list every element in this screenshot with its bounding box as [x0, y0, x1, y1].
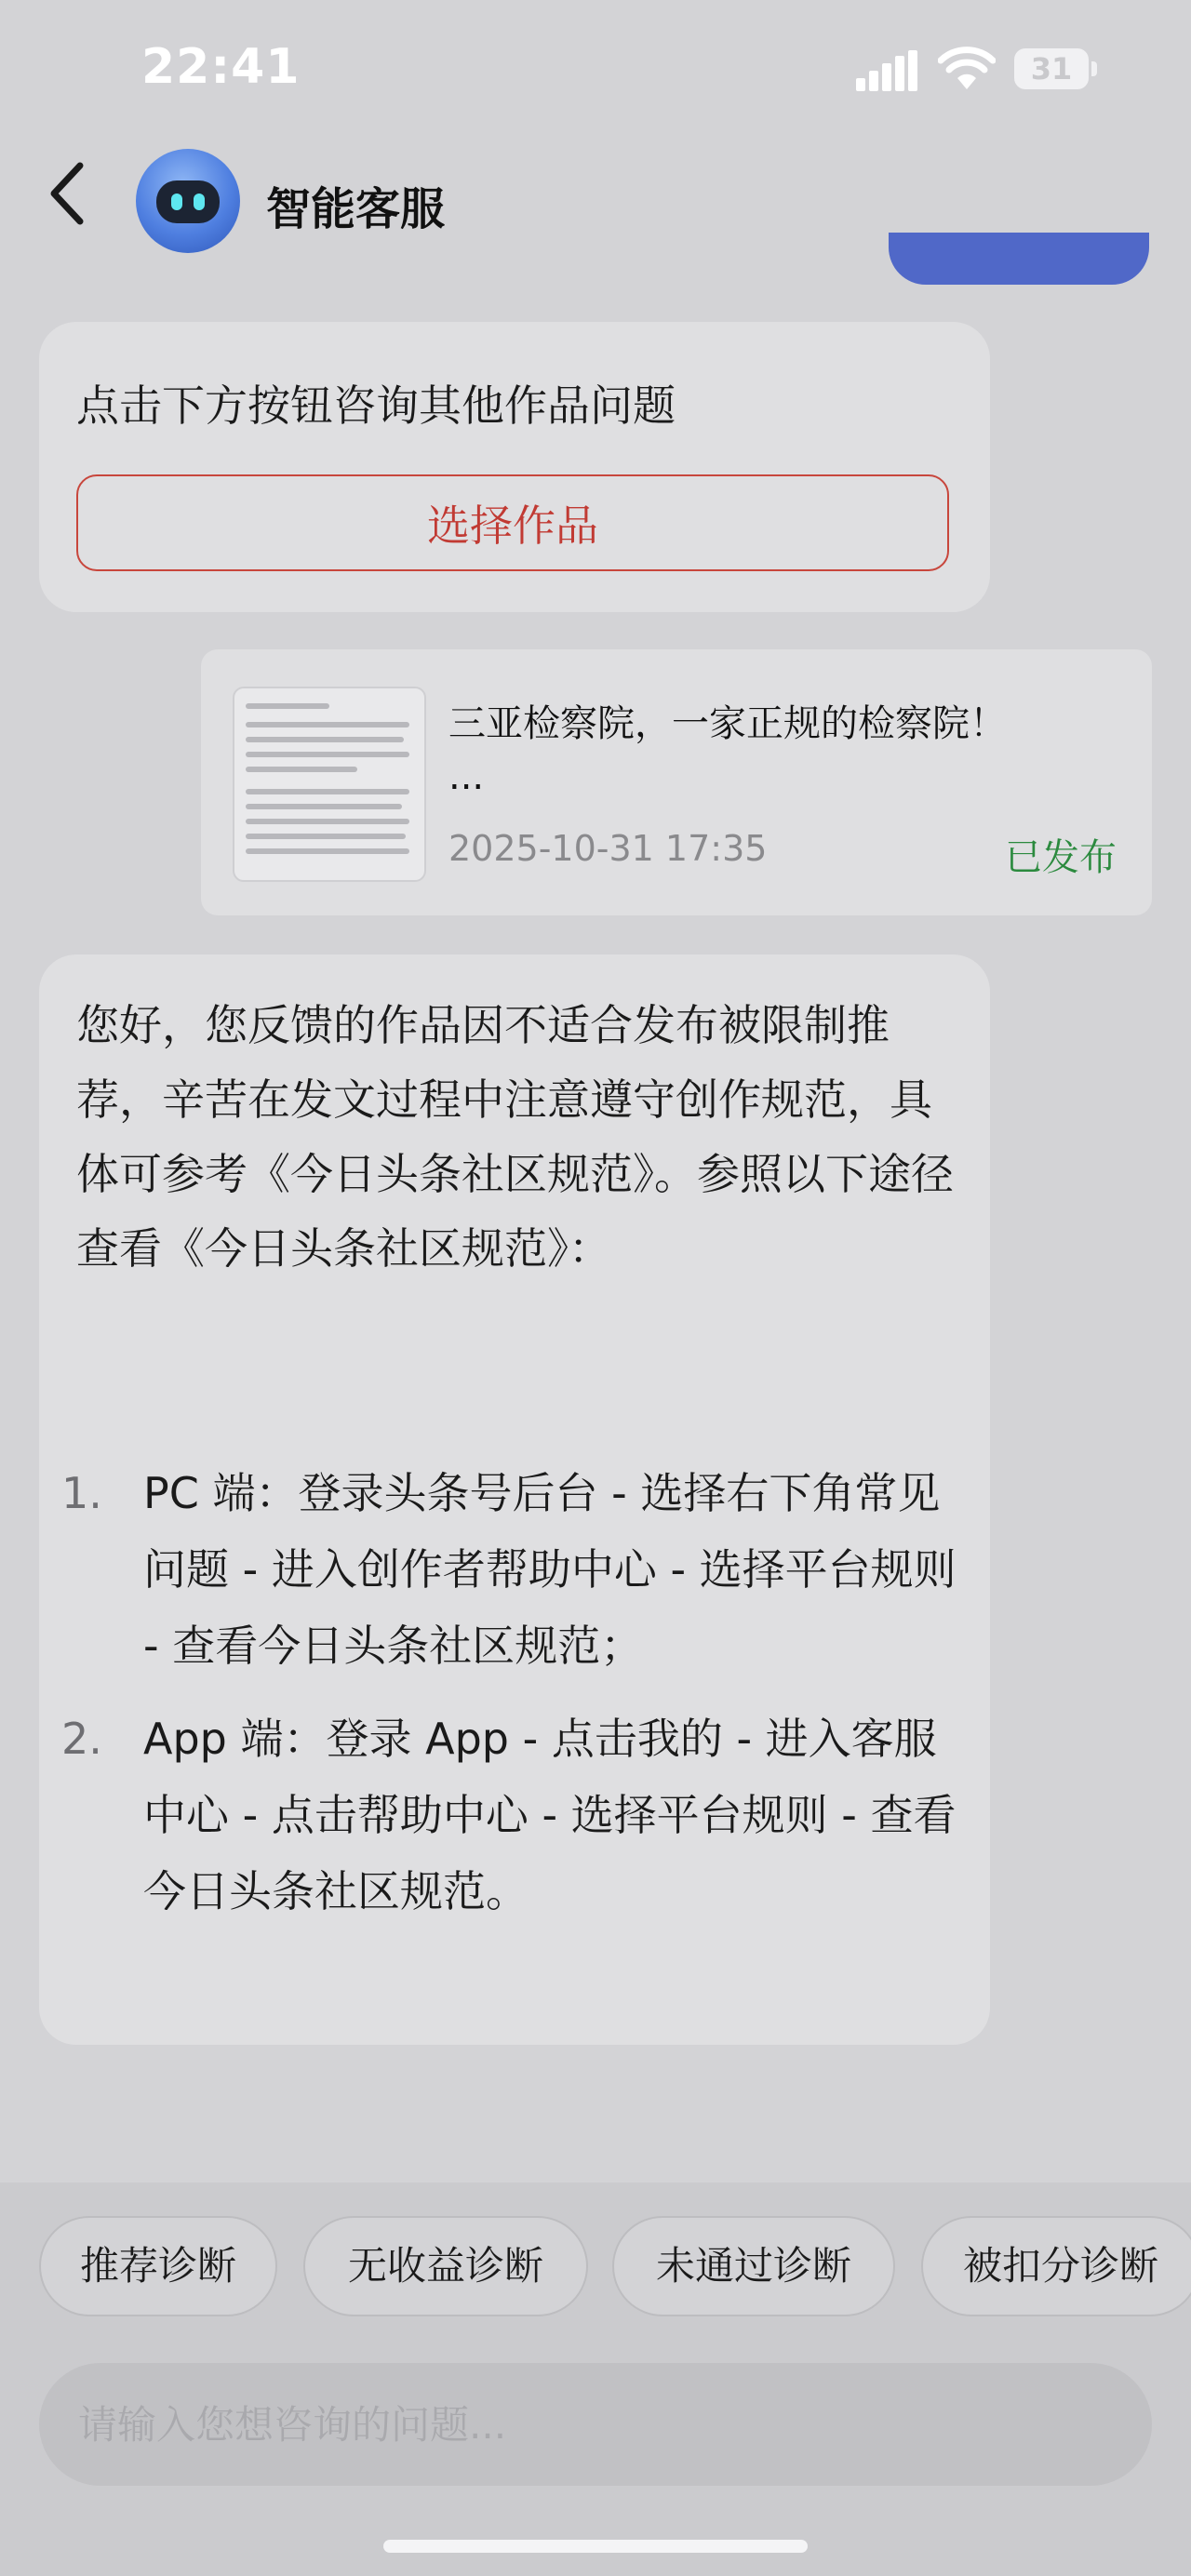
- article-thumbnail: [233, 687, 426, 882]
- quick-action-not-approved-diagnosis[interactable]: 未通过诊断: [612, 2216, 895, 2316]
- quick-action-recommend-diagnosis[interactable]: 推荐诊断: [39, 2216, 277, 2316]
- article-date: 2025-10-31 17:35: [448, 828, 768, 869]
- bot-avatar: [136, 149, 240, 253]
- article-status-badge: 已发布: [1005, 836, 1117, 879]
- consult-prompt: 点击下方按钮咨询其他作品问题: [76, 380, 676, 431]
- list-item-text: PC 端：登录头条号后台 - 选择右下角常见问题 - 进入创作者帮助中心 - 选择平台规则 - 查看今日头条社区规范；: [143, 1468, 957, 1671]
- cellular-signal-icon: [856, 50, 919, 91]
- list-item-number: 1.: [61, 1468, 102, 1518]
- reply-steps-list: [61, 1455, 964, 1946]
- user-message-bubble: [889, 233, 1149, 285]
- article-title-ellipsis: ...: [448, 755, 485, 798]
- select-work-button[interactable]: 选择作品: [76, 474, 949, 571]
- list-item-number: 2.: [61, 1714, 102, 1764]
- quick-action-points-deducted-diagnosis[interactable]: 被扣分诊断: [921, 2216, 1191, 2316]
- quick-action-no-revenue-diagnosis[interactable]: 无收益诊断: [303, 2216, 588, 2316]
- back-arrow-icon[interactable]: [47, 160, 87, 227]
- status-time: 22:41: [141, 39, 301, 95]
- battery-icon: [1014, 48, 1098, 89]
- page-title: 智能客服: [266, 183, 446, 235]
- wifi-icon: [938, 47, 996, 91]
- article-title: 三亚检察院，一家正规的检察院！: [448, 702, 1007, 745]
- reply-intro: 您好，您反馈的作品因不适合发布被限制推荐，辛苦在发文过程中注意遵守创作规范，具体可参考《今日头条社区规范》。参照以下途径查看《今日头条社区规范》：: [76, 1000, 954, 1274]
- list-item: [61, 1701, 964, 1929]
- battery-level: 31: [1030, 51, 1073, 87]
- list-item-text: App 端：登录 App - 点击我的 - 进入客服中心 - 点击帮助中心 - 选择平台规则 - 查看今日头条社区规范。: [143, 1714, 957, 1916]
- home-indicator[interactable]: [383, 2540, 808, 2553]
- list-item: [61, 1455, 964, 1684]
- question-input[interactable]: [39, 2363, 1152, 2486]
